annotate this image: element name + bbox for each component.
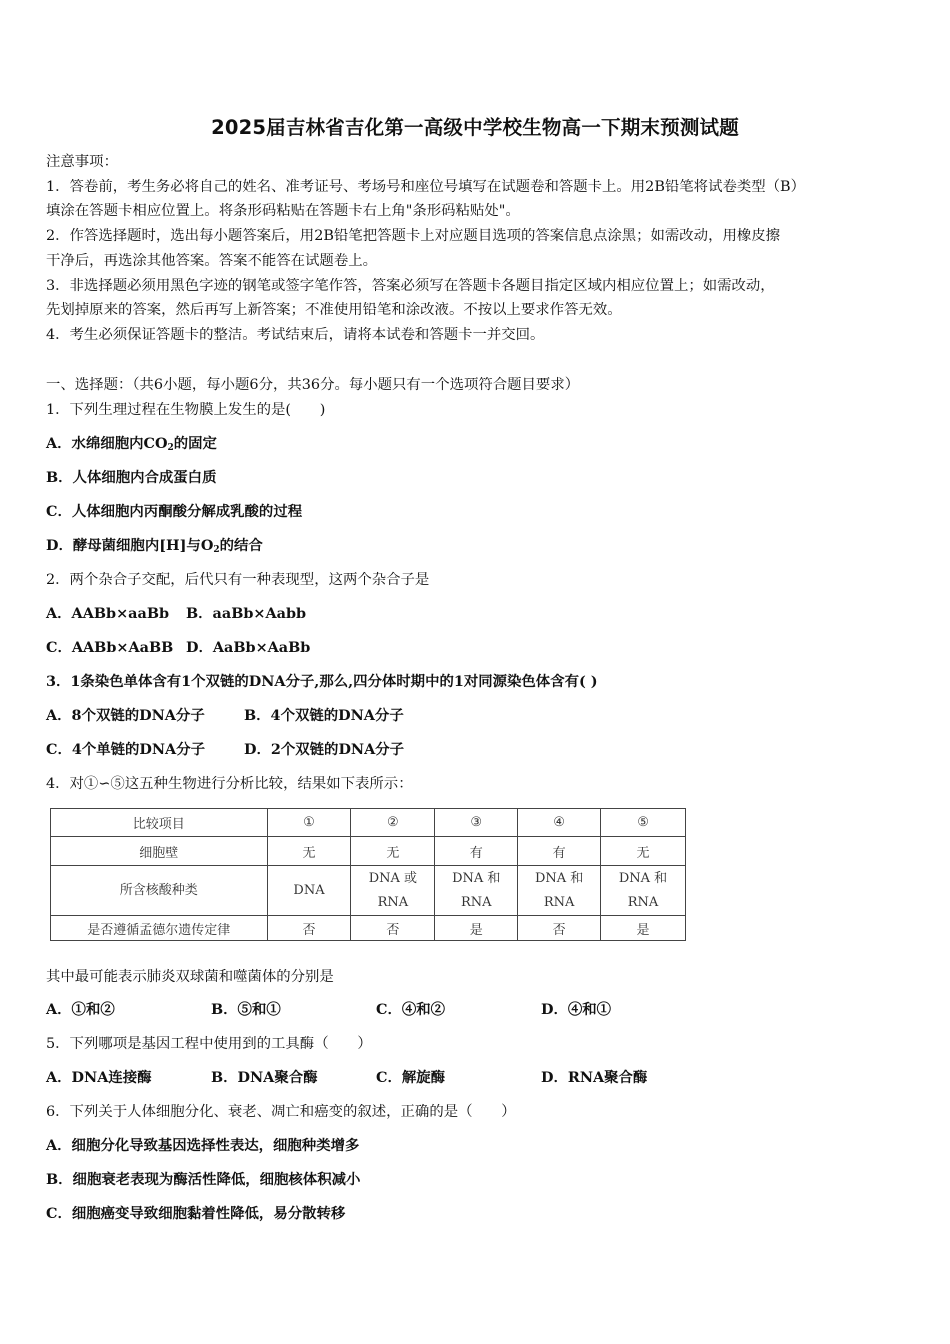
option-d: D．AaBb×AaBb xyxy=(186,639,311,656)
table-cell: DNA xyxy=(267,866,351,916)
table-cell xyxy=(351,866,435,916)
table-cell: 有 xyxy=(435,837,518,866)
notice-heading: 注意事项： xyxy=(46,154,118,170)
option-b: B．aaBb×Aabb xyxy=(186,605,307,622)
option-a: A．8个双链的DNA分子 xyxy=(46,707,205,724)
cell-line: RNA xyxy=(627,894,659,910)
table-cell: 无 xyxy=(351,837,435,866)
table-cell: 是 xyxy=(435,916,518,941)
option-text: D．酵母菌细胞内[H]与O xyxy=(46,537,214,554)
cell-line: DNA 和 xyxy=(452,870,501,886)
option-text: 的结合 xyxy=(219,537,263,554)
option-a: A．AABb×aaBb xyxy=(46,605,170,622)
section-heading: 一、选择题：（共6小题，每小题6分，共36分。每小题只有一个选项符合题目要求） xyxy=(46,377,580,393)
option-b: B．DNA聚合酶 xyxy=(211,1069,318,1086)
question-4-options xyxy=(46,1000,906,1020)
table-cell xyxy=(435,866,518,916)
table-cell: 无 xyxy=(267,837,351,866)
table-cell: 所含核酸种类 xyxy=(51,866,268,916)
cell-line: DNA 和 xyxy=(534,870,584,886)
cell-line: RNA xyxy=(377,894,409,910)
question-6-option-b: B．细胞衰老表现为酶活性降低，细胞核体积减小 xyxy=(46,1171,361,1188)
question-1-option-c: C．人体细胞内丙酮酸分解成乳酸的过程 xyxy=(46,503,303,520)
question-6-option-c: C．细胞癌变导致细胞黏着性降低，易分散转移 xyxy=(46,1205,346,1222)
cell-line: DNA 或 xyxy=(368,870,418,886)
question-4-stem: 4．对①∽⑤这五种生物进行分析比较，结果如下表所示： xyxy=(46,776,413,792)
question-3-options-cd xyxy=(46,740,906,760)
page-title: 2025届吉林省吉化第一高级中学校生物高一下期末预测试题 xyxy=(211,116,739,139)
notice-line: 填涂在答题卡相应位置上。将条形码粘贴在答题卡右上角"条形码粘贴处"。 xyxy=(46,203,520,219)
table-cell xyxy=(601,866,686,916)
option-c: C．4个单链的DNA分子 xyxy=(46,741,206,758)
table-cell: 是否遵循孟德尔遗传定律 xyxy=(51,916,268,941)
table-header-cell: ① xyxy=(267,809,351,837)
notice-line: 3．非选择题必须用黑色字迹的钢笔或签字笔作答，答案必须写在答题卡各题目指定区域内相应位置上；如需改动， xyxy=(46,278,775,294)
table-row xyxy=(51,866,686,916)
question-6-stem: 6．下列关于人体细胞分化、衰老、凋亡和癌变的叙述，正确的是（ ） xyxy=(46,1104,516,1120)
cell-line: RNA xyxy=(543,894,575,910)
option-c: C．④和② xyxy=(376,1001,446,1018)
table-cell: 有 xyxy=(518,837,601,866)
question-3-stem: 3．1条染色单体含有1个双链的DNA分子,那么,四分体时期中的1对同源染色体含有( ) xyxy=(46,673,598,690)
question-1-option-d xyxy=(46,536,906,560)
question-4-followup: 其中最可能表示肺炎双球菌和噬菌体的分别是 xyxy=(46,969,334,985)
table-row xyxy=(51,809,686,837)
option-text: 的固定 xyxy=(173,435,217,452)
table-cell: 细胞壁 xyxy=(51,837,268,866)
option-c: C．解旋酶 xyxy=(376,1069,446,1086)
notice-line: 先划掉原来的答案，然后再写上新答案；不准使用铅笔和涂改液。不按以上要求作答无效。 xyxy=(46,302,622,318)
option-d: D．2个双链的DNA分子 xyxy=(244,741,405,758)
question-2-stem: 2．两个杂合子交配，后代只有一种表现型，这两个杂合子是 xyxy=(46,572,430,588)
option-a: A．DNA连接酶 xyxy=(46,1069,152,1086)
cell-line: RNA xyxy=(460,894,492,910)
notice-line: 2．作答选择题时，选出每小题答案后，用2B铅笔把答题卡上对应题目选项的答案信息点涂黑；如需改动，用橡皮擦 xyxy=(46,228,781,244)
question-6-option-a: A．细胞分化导致基因选择性表达，细胞种类增多 xyxy=(46,1137,360,1154)
table-cell: 否 xyxy=(518,916,601,941)
question-1-option-a xyxy=(46,434,906,458)
table-row xyxy=(51,916,686,941)
table-cell: 无 xyxy=(601,837,686,866)
table-row xyxy=(51,837,686,866)
subscript: 2 xyxy=(213,545,220,555)
cell-line: DNA 和 xyxy=(618,870,668,886)
table-header-cell: ⑤ xyxy=(601,809,686,837)
table-cell xyxy=(518,866,601,916)
option-a: A．①和② xyxy=(46,1001,115,1018)
table-header-cell: ② xyxy=(351,809,435,837)
question-1-option-b: B．人体细胞内合成蛋白质 xyxy=(46,469,217,486)
notice-line: 干净后，再选涂其他答案。答案不能答在试题卷上。 xyxy=(46,253,377,269)
comparison-table xyxy=(50,808,686,941)
question-5-options xyxy=(46,1068,906,1088)
table-header-cell: 比较项目 xyxy=(51,809,268,837)
table-header-cell: ④ xyxy=(518,809,601,837)
notice-line: 1．答卷前，考生务必将自己的姓名、准考证号、考场号和座位号填写在试题卷和答题卡上。用2B铅笔将试卷类型（B） xyxy=(46,179,805,195)
option-d: D．④和① xyxy=(541,1001,612,1018)
notice-line: 4．考生必须保证答题卡的整洁。考试结束后，请将本试卷和答题卡一并交回。 xyxy=(46,327,545,343)
option-b: B．4个双链的DNA分子 xyxy=(244,707,404,724)
option-b: B．⑤和① xyxy=(211,1001,281,1018)
table-cell: 是 xyxy=(601,916,686,941)
question-5-stem: 5．下列哪项是基因工程中使用到的工具酶（ ） xyxy=(46,1036,372,1052)
table-header-cell: ③ xyxy=(435,809,518,837)
table-cell: 否 xyxy=(351,916,435,941)
option-c: C．AABb×AaBB xyxy=(46,639,174,656)
table-cell: 否 xyxy=(267,916,351,941)
subscript: 2 xyxy=(167,443,174,453)
question-2-options-ab xyxy=(46,604,906,624)
question-3-options-ab xyxy=(46,706,906,726)
option-d: D．RNA聚合酶 xyxy=(541,1069,648,1086)
question-2-options-cd xyxy=(46,638,906,658)
question-1-stem: 1．下列生理过程在生物膜上发生的是( ) xyxy=(46,402,326,418)
option-text: A．水绵细胞内CO xyxy=(46,435,168,452)
